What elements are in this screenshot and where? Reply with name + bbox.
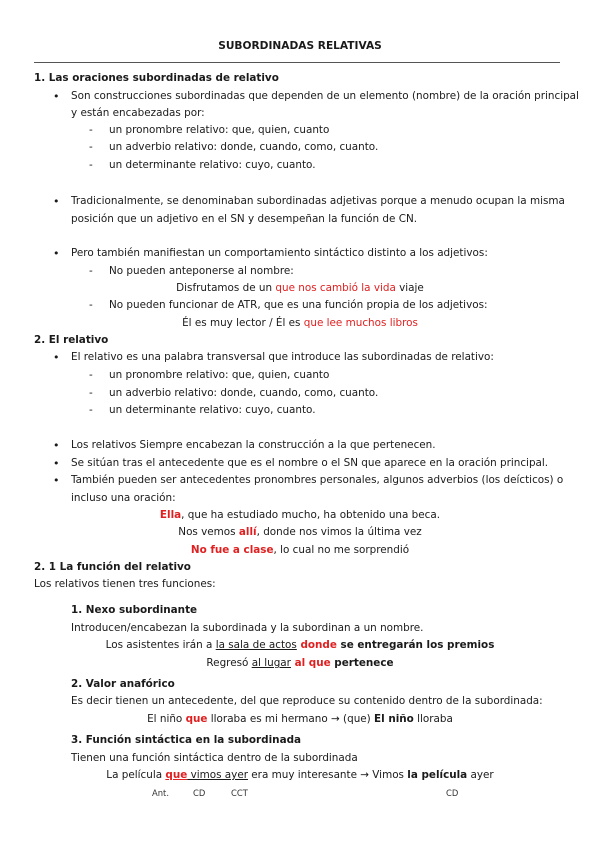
f2-desc: Es decir tienen un antecedente, del que reproduce su contenido dentro de la subordinada:	[71, 695, 543, 707]
label-cd: CD	[193, 788, 206, 798]
highlight-text: No fue a clase	[190, 544, 274, 556]
dash-icon: -	[89, 159, 93, 171]
example-sentence	[0, 637, 600, 654]
example-text: Él es muy lector / Él es	[182, 317, 304, 329]
underlined-text: vimos ayer	[187, 769, 248, 781]
dash-icon: -	[89, 141, 93, 153]
f2-heading: 2. Valor anafórico	[71, 678, 175, 690]
example-text: viaje	[395, 282, 424, 294]
bold-text: pertenece	[330, 657, 394, 669]
example-text: Disfrutamos de un	[176, 282, 276, 294]
bold-text: la película	[407, 769, 468, 781]
example-sentence	[0, 524, 600, 541]
antecedent-text: la sala de actos	[215, 639, 297, 651]
highlight-text: que	[165, 769, 188, 781]
highlight-text: que	[185, 713, 208, 725]
s1-b2-line2: posición que un adjetivo en el SN y desempeñan la función de CN.	[71, 213, 418, 225]
label-cct: CCT	[231, 788, 248, 798]
example-sentence	[0, 542, 600, 559]
s2-b4-line2: incluso una oración:	[71, 492, 176, 504]
s1-list-item: un pronombre relativo: que, quien, cuanto	[109, 124, 330, 136]
f3-desc: Tienen una función sintáctica dentro de la subordinada	[71, 752, 358, 764]
title-divider	[34, 62, 560, 63]
s2-list-item: un adverbio relativo: donde, cuando, como, cuanto.	[109, 387, 379, 399]
example-text: , que ha estudiado mucho, ha obtenido una beca.	[181, 509, 441, 521]
s1-b3-line1: Pero también manifiestan un comportamiento sintáctico distinto a los adjetivos:	[71, 247, 488, 259]
highlight-text: donde	[296, 639, 337, 651]
example-sentence	[0, 315, 600, 332]
f1-heading: 1. Nexo subordinante	[71, 604, 198, 616]
example-text: La película	[106, 769, 166, 781]
section-1-heading: 1. Las oraciones subordinadas de relativo	[34, 72, 279, 84]
bullet-icon: •	[53, 195, 60, 208]
s1-list-item: un determinante relativo: cuyo, cuanto.	[109, 159, 316, 171]
example-text: El niño	[147, 713, 186, 725]
highlight-text: allí	[238, 526, 257, 538]
example-text: , lo cual no me sorprendió	[273, 544, 410, 556]
bullet-icon: •	[53, 439, 60, 452]
bullet-icon: •	[53, 90, 60, 103]
s2-list-item: un pronombre relativo: que, quien, cuanto	[109, 369, 330, 381]
s2-list-item: un determinante relativo: cuyo, cuanto.	[109, 404, 316, 416]
label-ant: Ant.	[152, 788, 169, 798]
example-text: era muy interesante → Vimos	[247, 769, 408, 781]
s2-b1-line1: El relativo es una palabra transversal que introduce las subordinadas de relativo:	[71, 351, 494, 363]
section-21-heading: 2. 1 La función del relativo	[34, 561, 191, 573]
highlight-text: Ella	[159, 509, 182, 521]
example-text: lloraba es mi hermano → (que)	[207, 713, 375, 725]
s1-b2-line1: Tradicionalmente, se denominaban subordinadas adjetivas porque a menudo ocupan la misma	[71, 195, 565, 207]
example-text: Regresó	[206, 657, 252, 669]
bold-text: se entregarán los premios	[336, 639, 495, 651]
antecedent-text: al lugar	[251, 657, 291, 669]
example-text: lloraba	[413, 713, 453, 725]
s21-intro: Los relativos tienen tres funciones:	[34, 578, 216, 590]
highlight-text: al que	[290, 657, 331, 669]
example-text: Nos vemos	[178, 526, 239, 538]
example-sentence	[0, 655, 600, 672]
highlight-text: que nos cambió la vida	[275, 282, 396, 294]
example-sentence	[0, 711, 600, 728]
s1-b3-item2: No pueden funcionar de ATR, que es una función propia de los adjetivos:	[109, 299, 488, 311]
f1-desc: Introducen/encabezan la subordinada y la subordinan a un nombre.	[71, 622, 424, 634]
dash-icon: -	[89, 299, 93, 311]
f3-heading: 3. Función sintáctica en la subordinada	[71, 734, 302, 746]
document-title: SUBORDINADAS RELATIVAS	[218, 40, 382, 52]
bullet-icon: •	[53, 457, 60, 470]
highlight-text: que lee muchos libros	[303, 317, 418, 329]
s1-b1-line1: Son construcciones subordinadas que dependen de un elemento (nombre) de la oración principal	[71, 90, 579, 102]
s1-list-item: un adverbio relativo: donde, cuando, como, cuanto.	[109, 141, 379, 153]
dash-icon: -	[89, 124, 93, 136]
bold-text: El niño	[374, 713, 414, 725]
s2-b4-line1: También pueden ser antecedentes pronombres personales, algunos adverbios (los deícticos) o	[71, 474, 564, 486]
example-sentence	[0, 280, 600, 297]
s1-b3-item1: No pueden anteponerse al nombre:	[109, 265, 294, 277]
s2-b2: Los relativos Siempre encabezan la construcción a la que pertenecen.	[71, 439, 436, 451]
dash-icon: -	[89, 369, 93, 381]
section-2-heading: 2. El relativo	[34, 334, 109, 346]
dash-icon: -	[89, 404, 93, 416]
example-text: , donde nos vimos la última vez	[256, 526, 422, 538]
dash-icon: -	[89, 387, 93, 399]
example-text: Los asistentes irán a	[105, 639, 216, 651]
example-sentence	[0, 507, 600, 524]
example-sentence	[0, 767, 600, 784]
s1-b1-line2: y están encabezadas por:	[71, 107, 205, 119]
bullet-icon: •	[53, 247, 60, 260]
example-text: ayer	[467, 769, 494, 781]
bullet-icon: •	[53, 474, 60, 487]
label-cd: CD	[446, 788, 459, 798]
bullet-icon: •	[53, 351, 60, 364]
s2-b3: Se sitúan tras el antecedente que es el nombre o el SN que aparece en la oración principal.	[71, 457, 549, 469]
dash-icon: -	[89, 265, 93, 277]
